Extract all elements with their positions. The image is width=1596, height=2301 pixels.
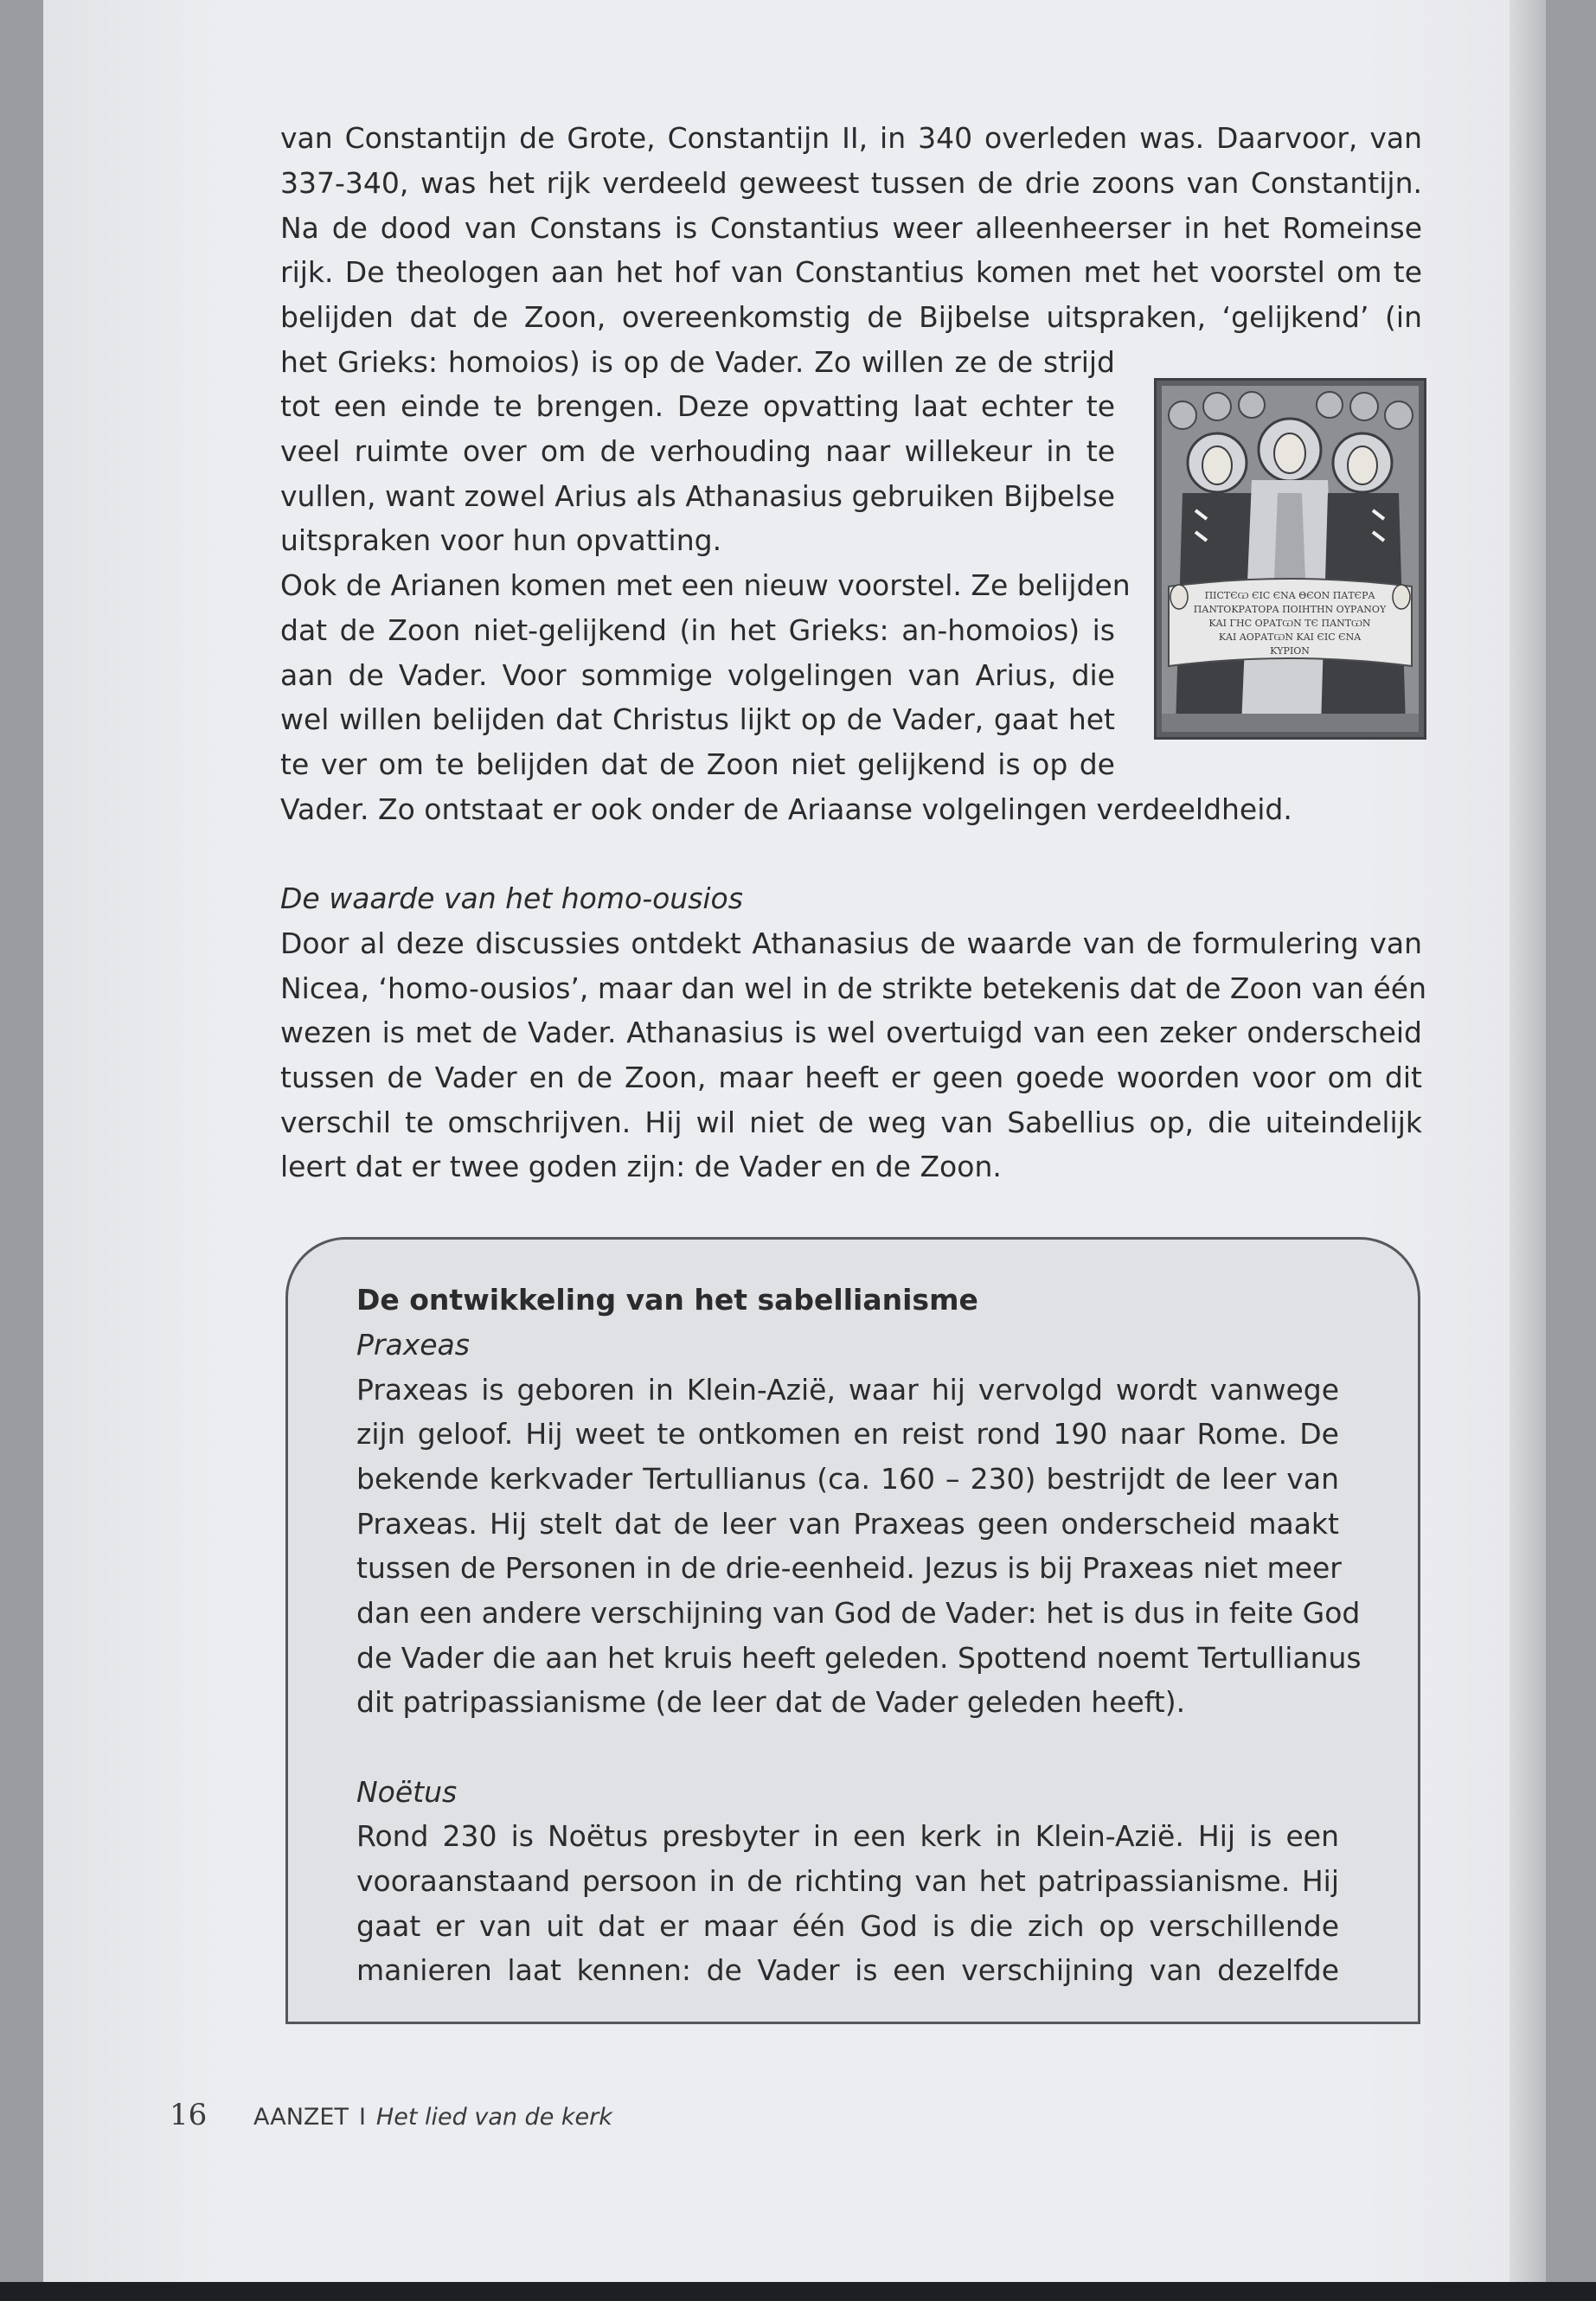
box-text-line: manieren laat kennen: de Vader is een verschijning van dezelfde bbox=[356, 1953, 1339, 1987]
text-line: Ook de Arianen komen met een nieuw voorstel. Ze belijden bbox=[280, 568, 1131, 602]
box-text-line: zijn geloof. Hij weet te ontkomen en reist rond 190 naar Rome. De bbox=[356, 1417, 1339, 1451]
text-line: veel ruimte over om de verhouding naar willekeur in te bbox=[280, 434, 1115, 468]
text-line: Vader. Zo ontstaat er ook onder de Ariaanse volgelingen verdeeldheid. bbox=[280, 792, 1292, 826]
text-line: tot een einde te brengen. Deze opvatting laat echter te bbox=[280, 389, 1115, 423]
text-line: wezen is met de Vader. Athanasius is wel overtuigd van een zeker onderscheid bbox=[280, 1016, 1422, 1049]
scroll-text-line: ΚΑΙ ΓΗC ΟΡΑΤѠΝ ΤЄ ΠΑΝΤѠΝ bbox=[1208, 618, 1371, 629]
footer-subtitle: Het lied van de kerk bbox=[375, 2104, 612, 2131]
box-title: De ontwikkeling van het sabellianisme bbox=[356, 1283, 978, 1317]
text-line: Door al deze discussies ontdekt Athanasius de waarde van de formulering van bbox=[280, 926, 1422, 960]
text-line: het Grieks: homoios) is op de Vader. Zo willen ze de strijd bbox=[280, 345, 1115, 379]
box-text-line: tussen de Personen in de drie-eenheid. Jezus is bij Praxeas niet meer bbox=[356, 1551, 1342, 1585]
scroll-text-line: ΚΥΡΙΟΝ bbox=[1270, 645, 1310, 657]
box-text-line: bekende kerkvader Tertullianus (ca. 160 – 230) bestrijdt de leer van bbox=[356, 1462, 1339, 1496]
scroll-text-line: ΚΑΙ ΑΟΡΑΤѠΝ ΚΑΙ ЄΙC ЄΝΑ bbox=[1218, 631, 1362, 643]
box-text-line: Rond 230 is Noëtus presbyter in een kerk in Klein-Azië. Hij is een bbox=[356, 1819, 1339, 1853]
text-line: rijk. De theologen aan het hof van Constantius komen met het voorstel om te bbox=[280, 255, 1422, 289]
bottom-band bbox=[0, 2282, 1596, 2301]
text-line: aan de Vader. Voor sommige volgelingen van Arius, die bbox=[280, 658, 1115, 692]
text-line: belijden dat de Zoon, overeenkomstig de Bijbelse uitspraken, ‘gelijkend’ (in bbox=[280, 300, 1422, 334]
text-line: 337-340, was het rijk verdeeld geweest tussen de drie zoons van Constantijn. bbox=[280, 166, 1422, 200]
text-line: te ver om te belijden dat de Zoon niet gelijkend is op de bbox=[280, 747, 1115, 781]
page-edge bbox=[1509, 0, 1546, 2284]
box-text-line: vooraanstaand persoon in de richting van het patripassianisme. Hij bbox=[356, 1864, 1339, 1898]
section-heading: De waarde van het homo-ousios bbox=[280, 881, 743, 915]
box-text-line: dit patripassianisme (de leer dat de Vader geleden heeft). bbox=[356, 1685, 1186, 1719]
text-line: wel willen belijden dat Christus lijkt op de Vader, gaat het bbox=[280, 702, 1115, 736]
text-line: leert dat er twee goden zijn: de Vader en de Zoon. bbox=[280, 1150, 1002, 1183]
text-line: vullen, want zowel Arius als Athanasius gebruiken Bijbelse bbox=[280, 479, 1115, 513]
text-line: verschil te omschrijven. Hij wil niet de weg van Sabellius op, die uiteindelijk bbox=[280, 1106, 1422, 1139]
box-text-line: Praxeas is geboren in Klein-Azië, waar hij vervolgd wordt vanwege bbox=[356, 1373, 1339, 1407]
text-line: tussen de Vader en de Zoon, maar heeft er geen goede woorden voor om dit bbox=[280, 1061, 1422, 1094]
box-text-line: de Vader die aan het kruis heeft geleden. Spottend noemt Tertullianus bbox=[356, 1641, 1362, 1675]
text-line: Nicea, ‘homo-ousios’, maar dan wel in de strikte betekenis dat de Zoon van één bbox=[280, 971, 1426, 1005]
footer-separator: I bbox=[358, 2104, 366, 2131]
text-line: Na de dood van Constans is Constantius weer alleenheerser in het Romeinse bbox=[280, 211, 1422, 245]
icon-painting bbox=[1157, 381, 1424, 737]
box-text-line: dan een andere verschijning van God de Vader: het is dus in feite God bbox=[356, 1596, 1361, 1630]
page-number: 16 bbox=[170, 2098, 208, 2132]
icon-illustration bbox=[1154, 378, 1426, 740]
scroll-text-line: ΠΑΝΤΟΚΡΑΤΟΡΑ ΠΟΙΗΤΗΝ ΟΥΡΑΝΟΥ bbox=[1193, 604, 1387, 615]
scroll-text-line: ПІСТЄѠ ЄІС ЄΝΑ ΘЄΟΝ ΠΑΤЄΡΑ bbox=[1204, 590, 1375, 601]
box-text-line: Praxeas. Hij stelt dat de leer van Praxeas geen onderscheid maakt bbox=[356, 1507, 1339, 1541]
box-text-line: gaat er van uit dat er maar één God is die zich op verschillende bbox=[356, 1909, 1339, 1943]
text-line: uitspraken voor hun opvatting. bbox=[280, 523, 722, 557]
box-subheading: Praxeas bbox=[356, 1328, 470, 1362]
running-footer bbox=[253, 2104, 612, 2131]
footer-series: AANZET bbox=[253, 2104, 349, 2131]
text-line: dat de Zoon niet-gelijkend (in het Grieks: an-homoios) is bbox=[280, 613, 1115, 647]
box-subheading: Noëtus bbox=[356, 1775, 458, 1809]
text-line: van Constantijn de Grote, Constantijn II, in 340 overleden was. Daarvoor, van bbox=[280, 121, 1422, 155]
